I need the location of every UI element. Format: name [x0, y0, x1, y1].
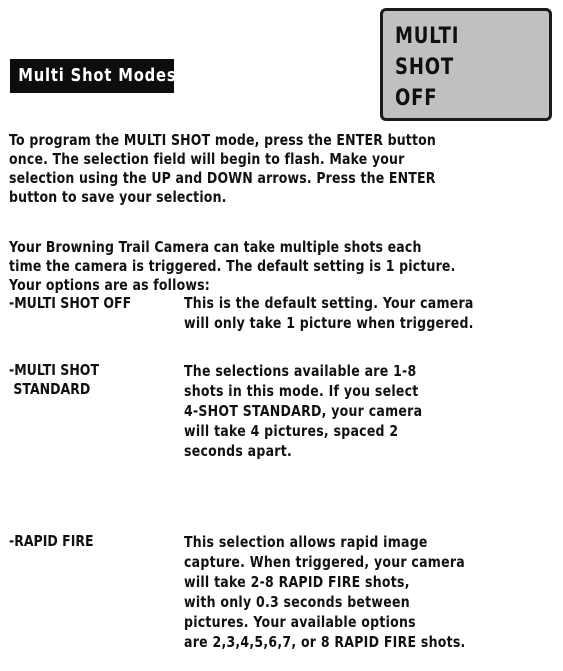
option-name-line: -RAPID FIRE — [9, 532, 94, 550]
text-line: time the camera is triggered. The default setting is 1 picture. — [9, 257, 456, 275]
lcd-line: MULTI — [395, 24, 460, 49]
option-name-line: -MULTI SHOT OFF — [9, 294, 132, 312]
desc-line: pictures. Your available options — [184, 613, 416, 631]
option-name-multi-shot-off — [9, 294, 131, 313]
lcd-line: OFF — [395, 86, 438, 111]
option-name-line: STANDARD — [9, 380, 91, 398]
text-line: selection using the UP and DOWN arrows. Press the ENTER — [9, 169, 436, 187]
desc-line: capture. When triggered, your camera — [184, 553, 465, 571]
text-line: Your options are as follows: — [9, 276, 210, 294]
option-desc-multi-shot-off — [184, 293, 474, 333]
section-heading: Multi Shot Modes — [10, 59, 174, 93]
text-line: To program the MULTI SHOT mode, press the ENTER button — [9, 131, 436, 149]
desc-line: 4-SHOT STANDARD, your camera — [184, 402, 423, 420]
lcd-display — [380, 8, 552, 121]
desc-line: will only take 1 picture when triggered. — [184, 314, 474, 332]
desc-line: are 2,3,4,5,6,7, or 8 RAPID FIRE shots. — [184, 633, 466, 651]
desc-line: will take 2-8 RAPID FIRE shots, — [184, 573, 410, 591]
instructions-paragraph — [9, 131, 436, 207]
option-name-line: -MULTI SHOT — [9, 361, 100, 379]
text-line: Your Browning Trail Camera can take multiple shots each — [9, 238, 422, 256]
desc-line: This is the default setting. Your camera — [184, 294, 474, 312]
desc-line: with only 0.3 seconds between — [184, 593, 410, 611]
option-desc-multi-shot-standard — [184, 361, 422, 461]
option-name-multi-shot-standard — [9, 361, 99, 399]
desc-line: The selections available are 1-8 — [184, 362, 417, 380]
option-name-rapid-fire — [9, 532, 94, 551]
lcd-line: SHOT — [395, 55, 455, 80]
desc-line: will take 4 pictures, spaced 2 — [184, 422, 399, 440]
desc-line: seconds apart. — [184, 442, 292, 460]
option-desc-rapid-fire — [184, 532, 466, 652]
intro-paragraph — [9, 238, 456, 295]
desc-line: This selection allows rapid image — [184, 533, 428, 551]
text-line: button to save your selection. — [9, 188, 227, 206]
text-line: once. The selection field will begin to flash. Make your — [9, 150, 405, 168]
desc-line: shots in this mode. If you select — [184, 382, 419, 400]
